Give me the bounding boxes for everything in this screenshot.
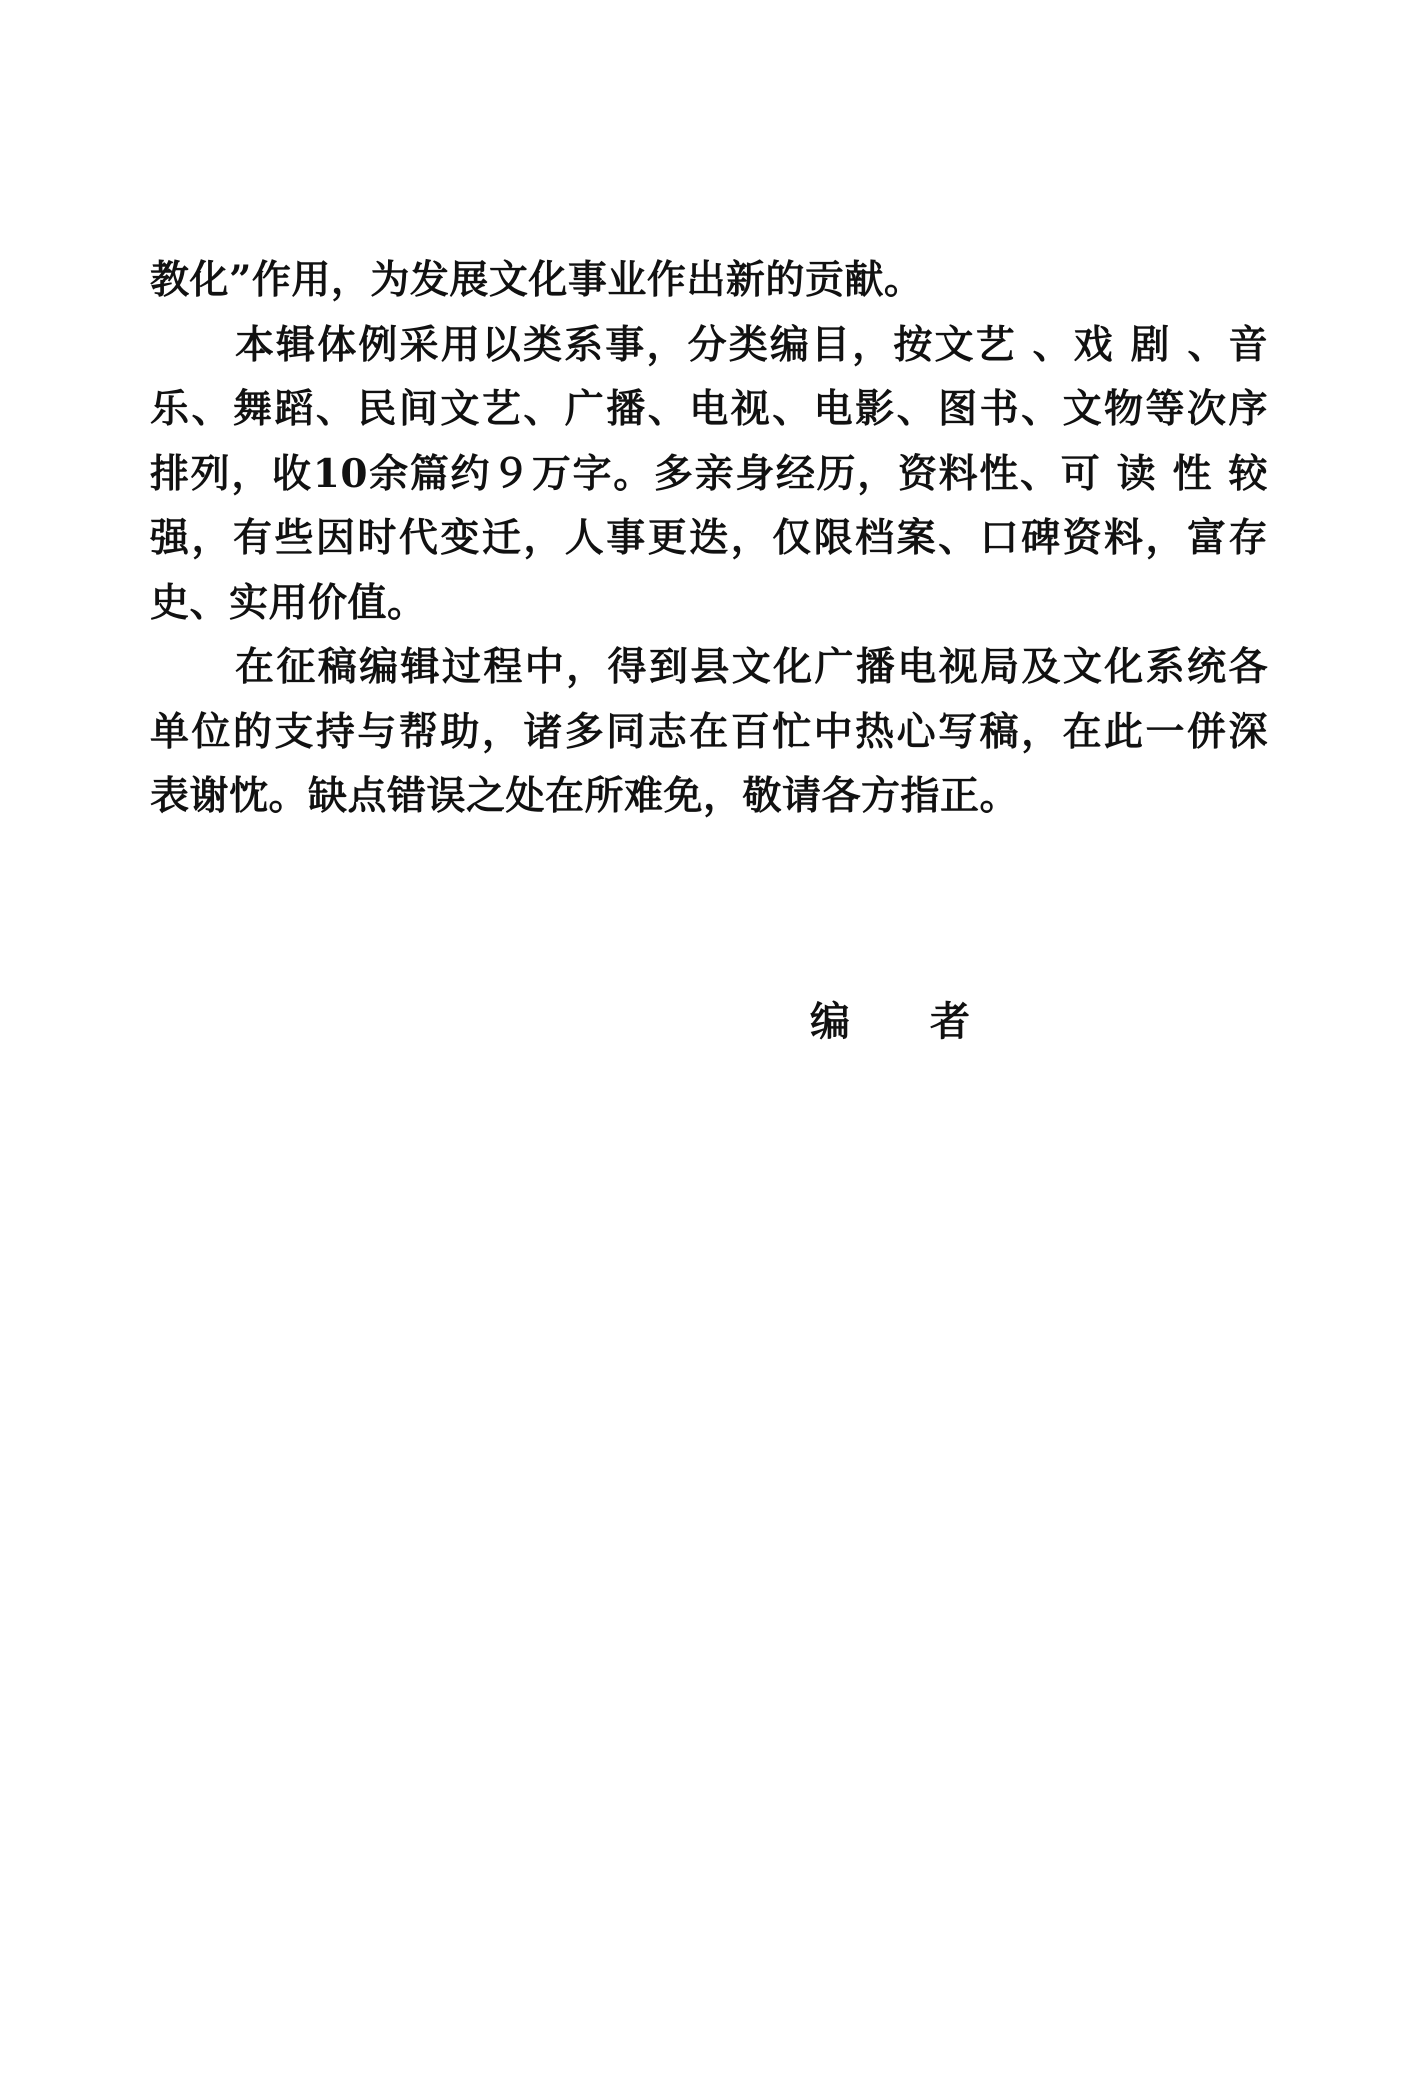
text-line: 乐、舞蹈、民间文艺、广播、电视、电影、图书、文物等次序 [150,386,1268,432]
text-line: 本辑体例采用以类系事，分类编目，按文艺 、戏 剧 、音 [235,321,1268,368]
text-line: 排列，收10余篇约９万字。多亲身经历，资料性、可 读 性 较 [150,450,1268,497]
text-line: 在征稿编辑过程中，得到县文化广播电视局及文化系统各 [235,644,1268,690]
text-line: 教化”作用，为发展文化事业作出新的贡献。 [150,257,924,303]
preface-body [150,248,1268,829]
signature-editor: 编者 [810,998,1050,1045]
text-line: 强，有些因时代变迁，人事更迭，仅限档案、口碑资料，富存 [150,515,1268,561]
text-line: 单位的支持与帮助，诸多同志在百忙中热心写稿，在此一併深 [150,708,1268,755]
text-line: 史、实用价值。 [150,579,427,626]
text-line: 表谢忱。缺点错误之处在所难免，敬请各方指正。 [150,773,1020,819]
